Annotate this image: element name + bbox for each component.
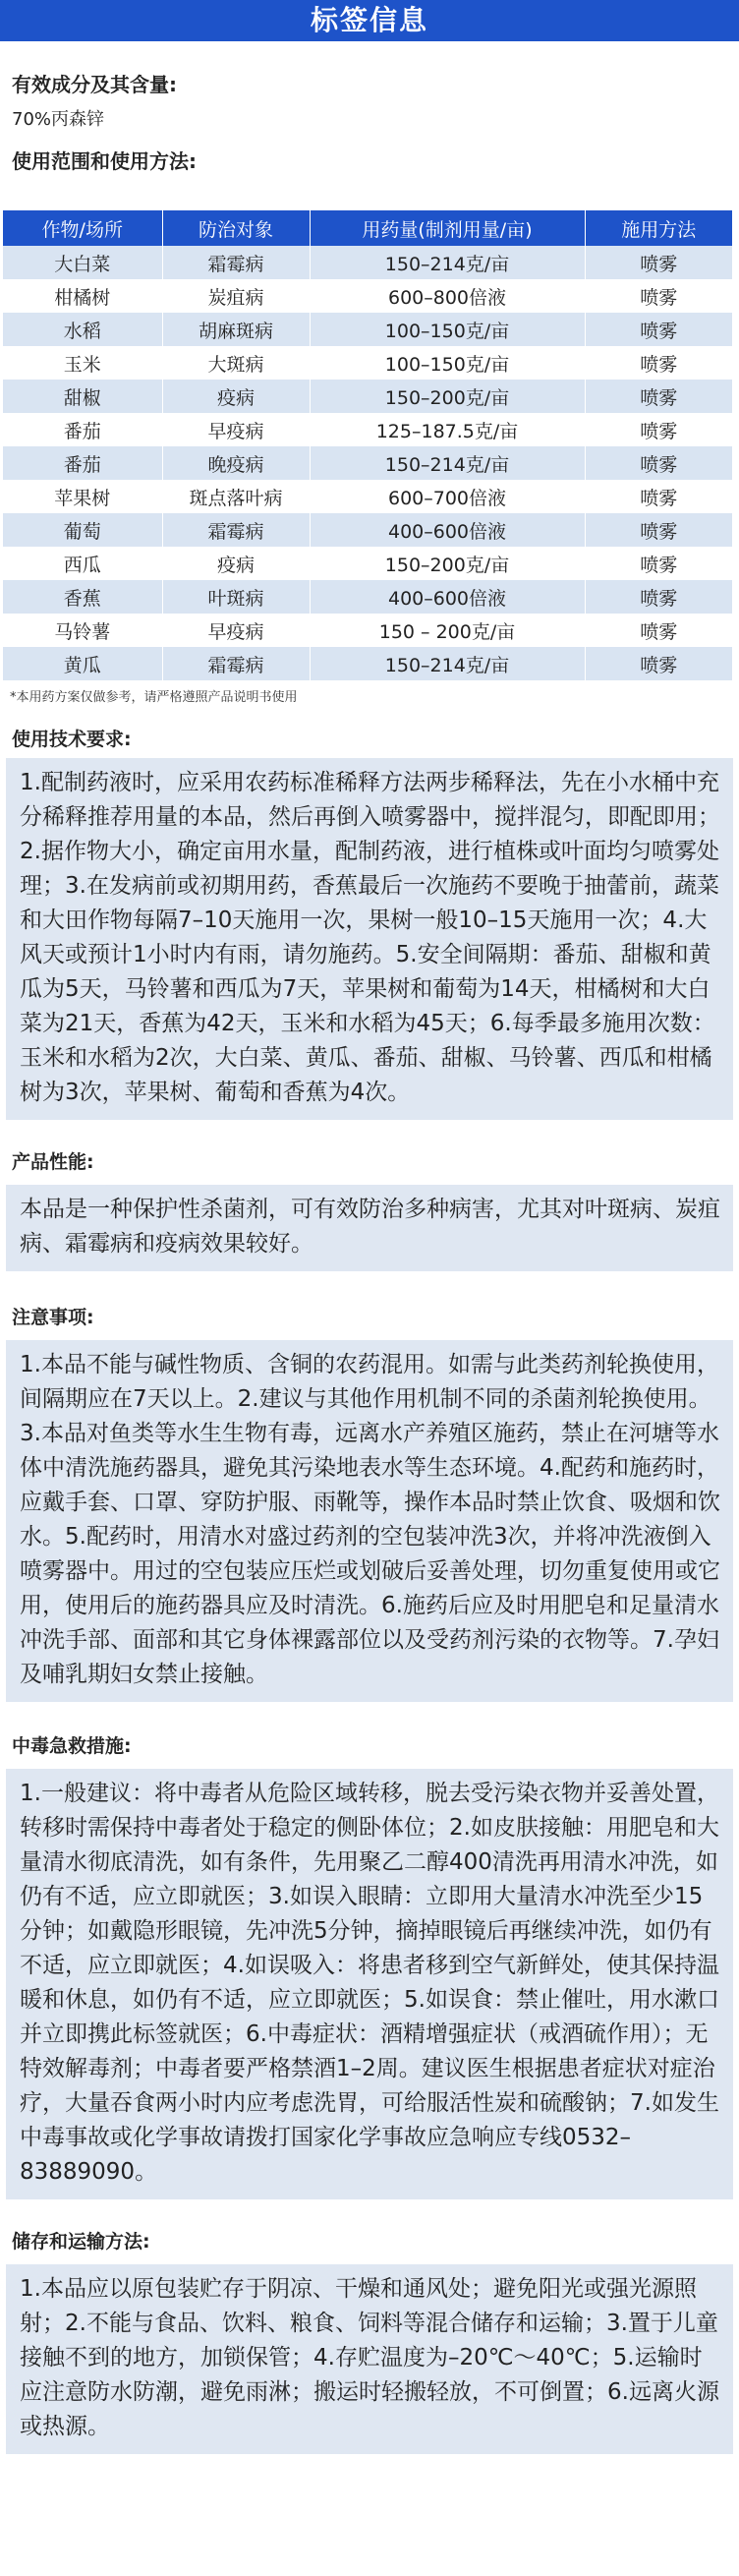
ingredient-value: 70%丙森锌 (12, 109, 105, 130)
dosage-cell: 600–800倍液 (310, 279, 585, 313)
table-row (3, 580, 732, 614)
table-row (3, 480, 732, 513)
column-header-dosage: 用药量(制剂用量/亩) (310, 210, 585, 246)
target-cell: 炭疽病 (162, 279, 310, 313)
storage-title: 储存和运输方法: (12, 2231, 150, 2253)
target-cell: 胡麻斑病 (162, 313, 310, 346)
method-cell: 喷雾 (585, 380, 732, 413)
method-cell: 喷雾 (585, 513, 732, 547)
table-row (3, 647, 732, 680)
target-cell: 疫病 (162, 547, 310, 580)
dosage-cell: 600–700倍液 (310, 480, 585, 513)
usage-label: 使用范围和使用方法: (12, 149, 197, 173)
target-cell: 霜霉病 (162, 513, 310, 547)
target-cell: 晚疫病 (162, 446, 310, 480)
performance-title: 产品性能: (12, 1151, 94, 1173)
table-row (3, 547, 732, 580)
column-header-method: 施用方法 (585, 210, 732, 246)
dosage-cell: 150–200克/亩 (310, 547, 585, 580)
target-cell: 霜霉病 (162, 246, 310, 279)
tech-body: 1.配制药液时，应采用农药标准稀释方法两步稀释法，先在小水桶中充分稀释推荐用量的本品，然后再倒入喷雾器中，搅拌混匀，即配即用；2.据作物大小，确定亩用水量，配制药液，进行植株或叶面均匀喷雾处理；3.在发病前或初期用药，香蕉最后一次施药不要晚于抽蕾前，蔬菜和大田作物每隔7–10天施用一次，果树一般10–15天施用一次；4.大风天或预计1小时内有雨，请勿施药。5.安全间隔期：番茄、甜椒和黄瓜为5天，马铃薯和西瓜为7天，苹果树和葡萄为14天，柑橘树和大白菜为21天，香蕉为42天，玉米和水稻为45天；6.每季最多施用次数：玉米和水稻为2次，大白菜、黄瓜、番茄、甜椒、马铃薯、西瓜和柑橘树为3次，苹果树、葡萄和香蕉为4次。 (6, 758, 733, 1120)
crop-cell: 西瓜 (3, 547, 162, 580)
ingredient-label: 有效成分及其含量: (12, 73, 177, 96)
table-row (3, 246, 732, 279)
caution-body: 1.本品不能与碱性物质、含铜的农药混用。如需与此类药剂轮换使用，间隔期应在7天以上。2.建议与其他作用机制不同的杀菌剂轮换使用。3.本品对鱼类等水生生物有毒，远离水产养殖区施药，禁止在河塘等水体中清洗施药器具，避免其污染地表水等生态环境。4.配药和施药时，应戴手套、口罩、穿防护服、雨靴等，操作本品时禁止饮食、吸烟和饮水。5.配药时，用清水对盛过药剂的空包装冲洗3次，并将冲洗液倒入喷雾器中。用过的空包装应压烂或划破后妥善处理，切勿重复使用或它用，使用后的施药器具应及时清洗。6.施药后应及时用肥皂和足量清水冲洗手部、面部和其它身体裸露部位以及受药剂污染的衣物等。7.孕妇及哺乳期妇女禁止接触。 (6, 1340, 733, 1702)
table-row (3, 413, 732, 446)
target-cell: 叶斑病 (162, 580, 310, 614)
target-cell: 霜霉病 (162, 647, 310, 680)
firstaid-body: 1.一般建议：将中毒者从危险区域转移，脱去受污染衣物并妥善处置，转移时需保持中毒者处于稳定的侧卧体位；2.如皮肤接触：用肥皂和大量清水彻底清洗，如有条件，先用聚乙二醇400清洗再用清水冲洗，如仍有不适，应立即就医；3.如误入眼睛：立即用大量清水冲洗至少15分钟；如戴隐形眼镜，先冲洗5分钟，摘掉眼镜后再继续冲洗，如仍有不适，应立即就医；4.如误吸入：将患者移到空气新鲜处，使其保持温暖和休息，如仍有不适，应立即就医；5.如误食：禁止催吐，用水漱口并立即携此标签就医；6.中毒症状：酒精增强症状（戒酒硫作用）；无特效解毒剂；中毒者要严格禁酒1–2周。建议医生根据患者症状对症治疗，大量吞食两小时内应考虑洗胃，可给服活性炭和硫酸钠；7.如发生中毒事故或化学事故请拨打国家化学事故应急响应专线0532–83889090。 (6, 1769, 733, 2199)
table-row (3, 513, 732, 547)
method-cell: 喷雾 (585, 446, 732, 480)
crop-cell: 甜椒 (3, 380, 162, 413)
method-cell: 喷雾 (585, 346, 732, 380)
dosage-cell: 150–214克/亩 (310, 246, 585, 279)
crop-cell: 番茄 (3, 413, 162, 446)
caution-title: 注意事项: (12, 1307, 94, 1328)
target-cell: 早疫病 (162, 413, 310, 446)
method-cell: 喷雾 (585, 647, 732, 680)
dosage-cell: 400–600倍液 (310, 580, 585, 614)
page-header (0, 0, 739, 41)
crop-cell: 马铃薯 (3, 614, 162, 647)
method-cell: 喷雾 (585, 480, 732, 513)
method-cell: 喷雾 (585, 547, 732, 580)
column-header-crop: 作物/场所 (3, 210, 162, 246)
dosage-cell: 100–150克/亩 (310, 346, 585, 380)
table-row (3, 614, 732, 647)
crop-cell: 大白菜 (3, 246, 162, 279)
table-row (3, 313, 732, 346)
usage-note: *本用药方案仅做参考，请严格遵照产品说明书使用 (10, 690, 298, 705)
storage-body: 1.本品应以原包装贮存于阴凉、干燥和通风处；避免阳光或强光源照射；2.不能与食品、饮料、粮食、饲料等混合储存和运输；3.置于儿童接触不到的地方，加锁保管；4.存贮温度为–20℃～40℃；5.运输时应注意防水防潮，避免雨淋；搬运时轻搬轻放，不可倒置；6.远离火源或热源。 (6, 2264, 733, 2454)
target-cell: 斑点落叶病 (162, 480, 310, 513)
dosage-cell: 150 – 200克/亩 (310, 614, 585, 647)
crop-cell: 黄瓜 (3, 647, 162, 680)
crop-cell: 香蕉 (3, 580, 162, 614)
dosage-cell: 150–214克/亩 (310, 446, 585, 480)
performance-body: 本品是一种保护性杀菌剂，可有效防治多种病害，尤其对叶斑病、炭疽病、霜霉病和疫病效果较好。 (6, 1185, 733, 1271)
crop-cell: 番茄 (3, 446, 162, 480)
crop-cell: 葡萄 (3, 513, 162, 547)
usage-table-header (3, 210, 732, 246)
target-cell: 疫病 (162, 380, 310, 413)
header-title: 标签信息 (310, 4, 428, 36)
dosage-cell: 400–600倍液 (310, 513, 585, 547)
table-row (3, 279, 732, 313)
target-cell: 早疫病 (162, 614, 310, 647)
target-cell: 大斑病 (162, 346, 310, 380)
tech-title: 使用技术要求: (12, 729, 132, 750)
column-header-target: 防治对象 (162, 210, 310, 246)
crop-cell: 柑橘树 (3, 279, 162, 313)
method-cell: 喷雾 (585, 246, 732, 279)
method-cell: 喷雾 (585, 413, 732, 446)
usage-table (3, 210, 732, 680)
dosage-cell: 100–150克/亩 (310, 313, 585, 346)
method-cell: 喷雾 (585, 313, 732, 346)
table-row (3, 380, 732, 413)
crop-cell: 水稻 (3, 313, 162, 346)
dosage-cell: 150–214克/亩 (310, 647, 585, 680)
method-cell: 喷雾 (585, 279, 732, 313)
firstaid-title: 中毒急救措施: (12, 1735, 132, 1757)
table-row (3, 446, 732, 480)
dosage-cell: 150–200克/亩 (310, 380, 585, 413)
method-cell: 喷雾 (585, 580, 732, 614)
crop-cell: 苹果树 (3, 480, 162, 513)
method-cell: 喷雾 (585, 614, 732, 647)
table-row (3, 346, 732, 380)
crop-cell: 玉米 (3, 346, 162, 380)
dosage-cell: 125–187.5克/亩 (310, 413, 585, 446)
